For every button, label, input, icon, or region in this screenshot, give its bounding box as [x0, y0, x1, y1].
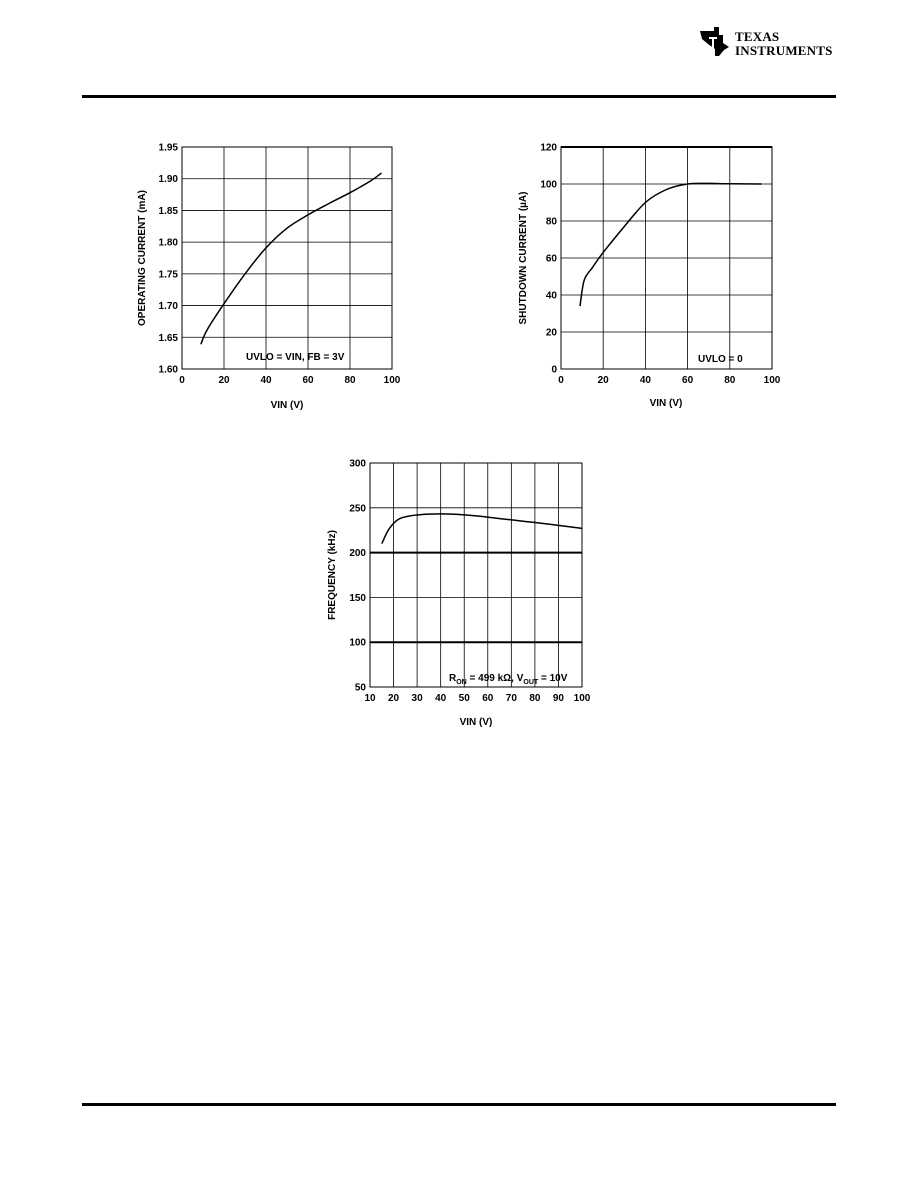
x-tick-label: 60	[482, 693, 494, 704]
x-tick-label: 80	[344, 375, 356, 386]
chart-annotation: UVLO = VIN, FB = 3V	[246, 352, 345, 363]
chart-annotation	[449, 673, 568, 686]
y-tick-label: 50	[354, 682, 366, 694]
x-tick-label: 60	[302, 375, 314, 386]
x-tick-label: 0	[558, 375, 564, 386]
tick-labels	[540, 143, 780, 387]
x-tick-label: 70	[505, 693, 517, 704]
grid-lines	[182, 147, 392, 369]
x-tick-label: 20	[218, 375, 230, 386]
x-tick-label: 10	[364, 693, 376, 704]
y-tick-label: 1.80	[158, 237, 178, 249]
annotation-v-subscript: OUT	[523, 679, 539, 686]
annotation-end: = 10V	[538, 673, 568, 684]
plot-frame	[370, 463, 582, 687]
x-axis-label: VIN (V)	[270, 400, 304, 411]
y-tick-label: 1.75	[158, 269, 178, 281]
plot-frame	[561, 147, 772, 369]
chart-annotation: UVLO = 0	[698, 354, 743, 365]
x-tick-label: 80	[724, 375, 736, 386]
x-tick-label: 40	[435, 693, 447, 704]
grid-lines	[561, 147, 772, 369]
y-axis-label: OPERATING CURRENT (mA)	[137, 190, 148, 326]
y-tick-label: 100	[540, 179, 557, 191]
annotation-r: R	[449, 673, 457, 684]
x-tick-label: 60	[682, 375, 694, 386]
x-axis-label: VIN (V)	[459, 717, 493, 728]
series-line	[382, 514, 582, 544]
x-tick-label: 100	[383, 375, 401, 386]
tick-labels	[349, 459, 590, 705]
y-tick-label: 0	[551, 364, 557, 376]
brand-name-line-1: TEXAS	[735, 29, 780, 44]
grid-lines	[370, 463, 582, 687]
x-tick-label: 80	[529, 693, 541, 704]
x-tick-label: 20	[597, 375, 609, 386]
y-tick-label: 20	[545, 327, 557, 339]
series-line	[201, 173, 382, 344]
annotation-r-subscript: ON	[456, 679, 467, 686]
x-tick-label: 40	[639, 375, 651, 386]
x-tick-label: 100	[763, 375, 781, 386]
x-tick-label: 100	[573, 693, 591, 704]
x-tick-label: 50	[458, 693, 470, 704]
y-tick-label: 100	[349, 637, 366, 649]
y-tick-label: 300	[349, 458, 366, 470]
y-tick-label: 200	[349, 548, 366, 560]
y-tick-label: 1.60	[158, 364, 178, 376]
x-axis-label: VIN (V)	[649, 398, 683, 409]
y-tick-label: 1.65	[158, 332, 178, 344]
series-line	[580, 183, 762, 306]
y-tick-label: 1.70	[158, 301, 178, 313]
y-tick-label: 150	[349, 592, 366, 604]
annotation-middle: = 499 kΩ, V	[466, 673, 524, 684]
x-tick-label: 40	[260, 375, 272, 386]
footer-rule	[82, 1103, 836, 1106]
ti-state-logo-icon	[697, 26, 733, 58]
x-tick-label: 20	[387, 693, 400, 704]
x-tick-label: 30	[411, 693, 423, 704]
y-tick-label: 1.85	[158, 205, 178, 217]
tick-labels	[159, 143, 401, 387]
y-tick-label: 1.95	[158, 142, 178, 154]
texas-instruments-logo	[697, 24, 839, 60]
y-tick-label: 40	[545, 290, 557, 302]
x-tick-label: 90	[552, 693, 565, 704]
y-axis-label: FREQUENCY (kHz)	[327, 530, 338, 620]
y-tick-label: 120	[540, 142, 557, 154]
y-tick-label: 250	[349, 503, 366, 515]
y-tick-label: 80	[545, 216, 557, 228]
header-rule	[82, 95, 836, 98]
brand-name-line-2: INSTRUMENTS	[735, 43, 833, 58]
y-tick-label: 1.90	[158, 174, 178, 186]
x-tick-label: 0	[179, 375, 185, 386]
plot-frame	[182, 147, 392, 369]
y-tick-label: 60	[545, 253, 557, 265]
y-axis-label: SHUTDOWN CURRENT (µA)	[518, 191, 529, 325]
